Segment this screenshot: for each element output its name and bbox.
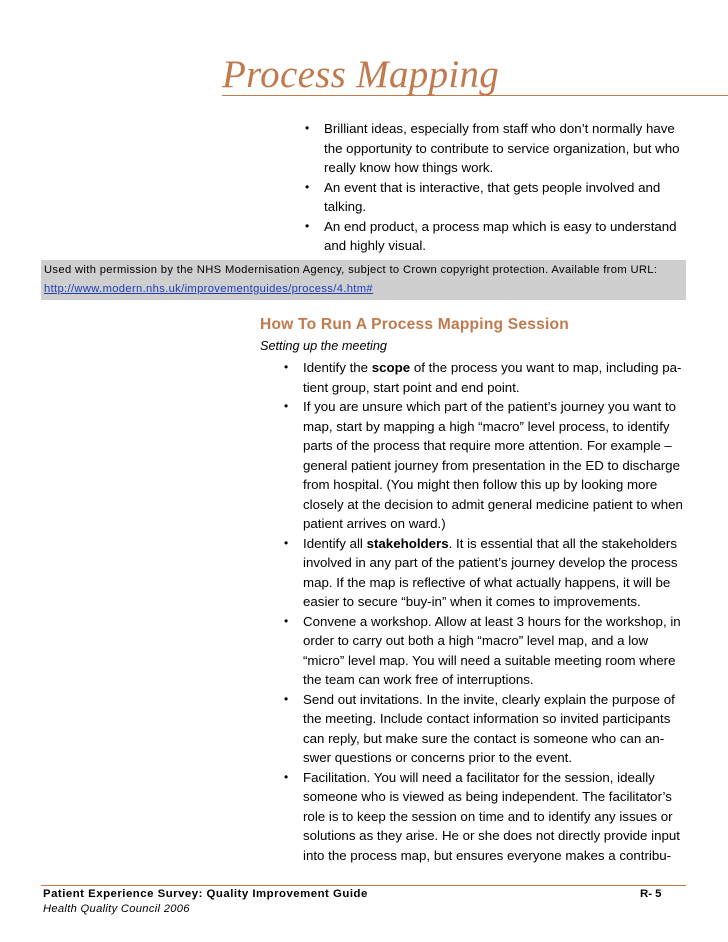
permission-notice bbox=[41, 260, 686, 300]
page-number: R- 5 bbox=[640, 888, 662, 900]
list-item bbox=[284, 534, 684, 612]
intro-bullet-list bbox=[305, 119, 685, 256]
bullet-icon: • bbox=[305, 121, 310, 135]
footer-divider bbox=[41, 885, 686, 886]
list-item bbox=[305, 119, 685, 178]
bullet-text: of the process you want to map, including pa-tient group, start point and end point. bbox=[303, 360, 682, 395]
page-title: Process Mapping bbox=[222, 53, 500, 96]
list-item bbox=[284, 358, 684, 397]
steps-bullet-list bbox=[284, 358, 684, 865]
bullet-text: Identify all bbox=[303, 535, 367, 551]
section-subheading: Setting up the meeting bbox=[260, 339, 387, 353]
list-item bbox=[284, 612, 684, 690]
bullet-icon: • bbox=[284, 769, 289, 784]
permission-text: Used with permission by the NHS Modernisation Agency, subject to Crown copyright protection. Available from URL: bbox=[44, 264, 658, 276]
bullet-text: Convene a workshop. Allow at least 3 hours for the workshop, in order to carry out both a high “macro” level map, and a low “micro” level map. You will need a suitable meeting room where the team can work free of interruptions. bbox=[303, 613, 681, 687]
bullet-text: . It is essential that all the stakeholders involved in any part of the patient’s journey develop the process map. If the map is reflective of what actually happens, it will be easier to secure “buy-in” when it comes to improvements. bbox=[303, 535, 678, 609]
bullet-icon: • bbox=[284, 399, 289, 413]
bullet-text: An end product, a process map which is easy to understand and highly visual. bbox=[324, 218, 677, 253]
bullet-icon: • bbox=[284, 360, 289, 374]
list-item bbox=[305, 178, 685, 217]
bullet-icon: • bbox=[284, 535, 289, 550]
list-item bbox=[284, 690, 684, 768]
bullet-text: Facilitation. You will need a facilitator for the session, ideally someone who is viewed as being independent. The facilitator’s role is to keep the session on time and to identify any issues or solutions as they arise. He or she does not directly provide input into the process map, but ensures everyone makes a contribu- bbox=[303, 769, 680, 863]
bullet-emphasis: scope bbox=[371, 360, 411, 375]
footer-title: Patient Experience Survey: Quality Improvement Guide bbox=[43, 888, 368, 900]
bullet-icon: • bbox=[284, 691, 289, 706]
bullet-emphasis: stakeholders bbox=[366, 535, 449, 551]
bullet-text: Send out invitations. In the invite, clearly explain the purpose of the meeting. Include contact information so invited participants can reply, but make sure the contact is someone who can an-swer questions or concerns prior to the event. bbox=[303, 691, 675, 765]
bullet-text: Brilliant ideas, especially from staff who don’t normally have the opportunity to contribute to service organization, but who really know how things work. bbox=[324, 121, 680, 175]
bullet-text: An event that is interactive, that gets people involved and talking. bbox=[324, 179, 661, 214]
title-divider bbox=[222, 95, 728, 96]
bullet-icon: • bbox=[305, 218, 310, 233]
list-item bbox=[284, 397, 684, 534]
list-item bbox=[284, 768, 684, 866]
footer-organization: Health Quality Council 2006 bbox=[43, 903, 190, 915]
section-heading: How To Run A Process Mapping Session bbox=[260, 316, 570, 333]
bullet-text: Identify the bbox=[303, 360, 372, 375]
bullet-icon: • bbox=[284, 613, 289, 628]
bullet-text: If you are unsure which part of the patient’s journey you want to map, start by mapping a high “macro” level process, to identify parts of the process that require more attention. For example – general patient journey from presentation in the ED to discharge from hospital. (You might then follow this up by looking more closely at the decision to admit general medicine patient to when patient arrives on ward.) bbox=[303, 399, 683, 531]
bullet-icon: • bbox=[305, 179, 310, 194]
list-item bbox=[305, 217, 685, 256]
source-link[interactable]: http://www.modern.nhs.uk/improvementguides/process/4.htm# bbox=[44, 282, 373, 295]
